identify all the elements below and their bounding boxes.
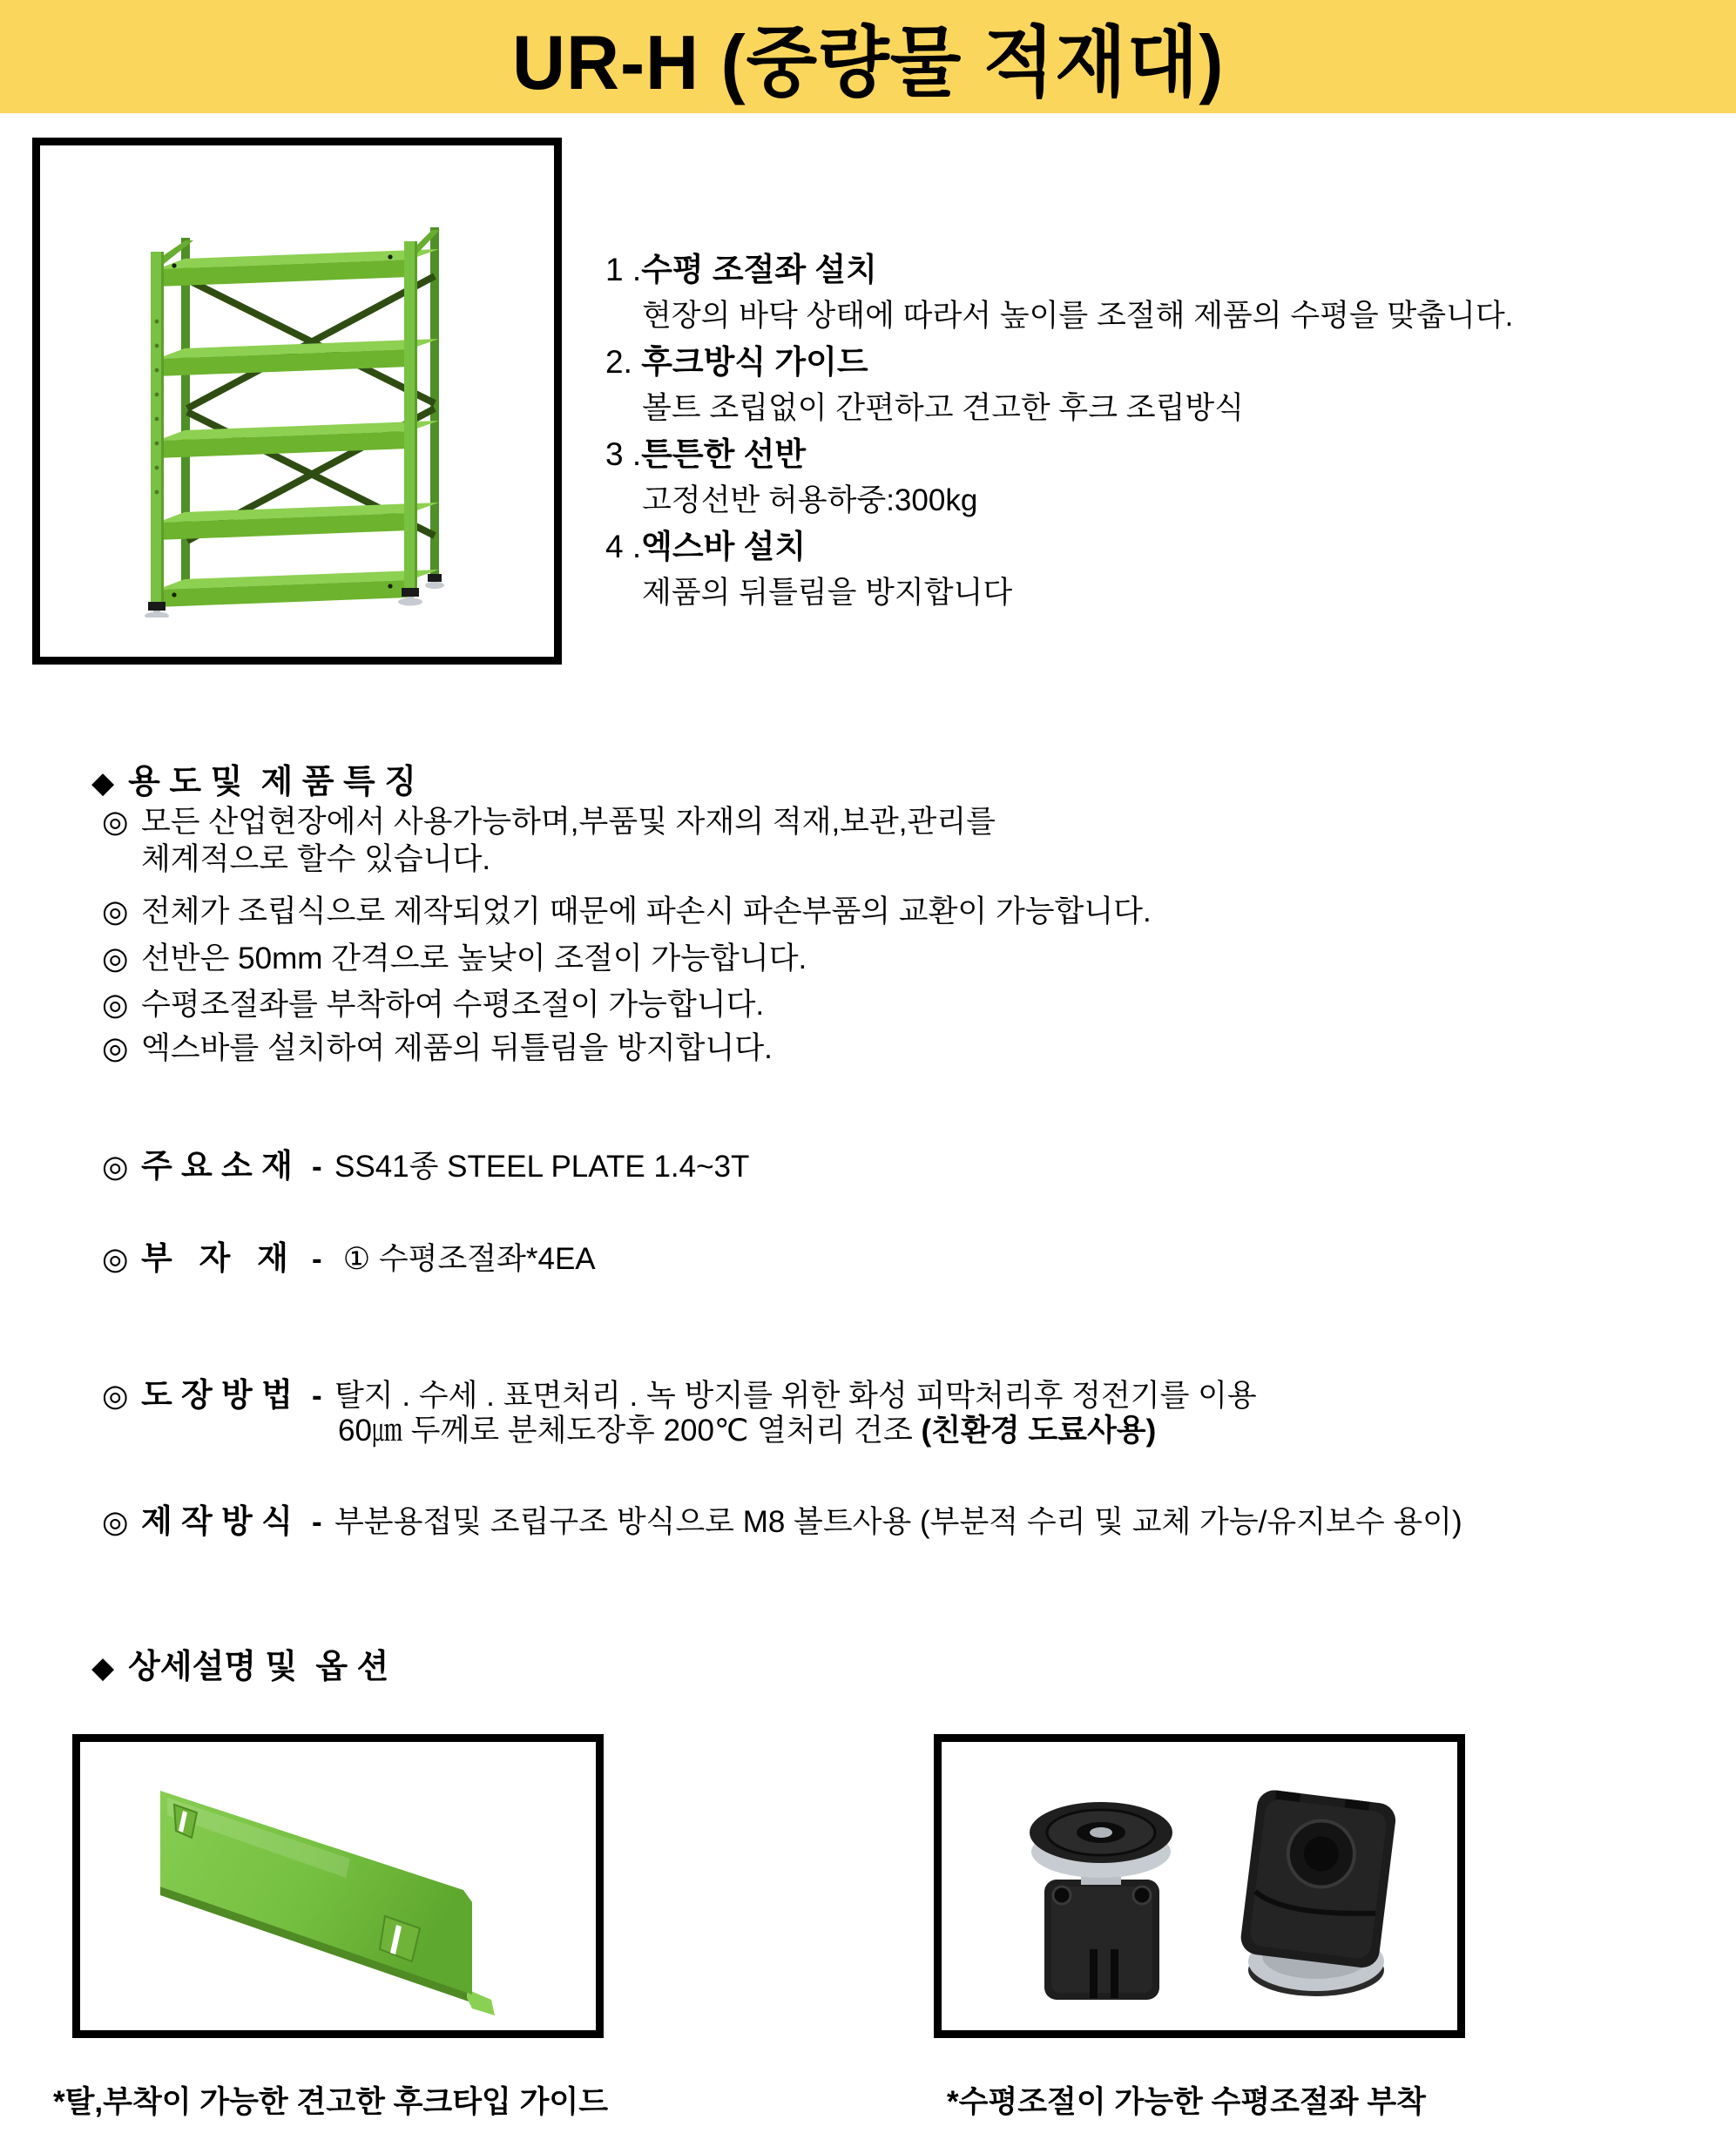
feature-item xyxy=(605,339,1703,431)
spec-dash: - xyxy=(312,1150,322,1184)
spec-label: 주 요 소 재 xyxy=(141,1148,293,1184)
feature-title: 후크방식 가이드 xyxy=(641,344,868,380)
feature-description: 제품의 뒤틀림을 방지합니다 xyxy=(642,576,1013,610)
usage-bullet xyxy=(102,803,996,841)
double-circle-bullet-icon: ◎ xyxy=(102,1242,129,1276)
feature-item xyxy=(605,431,1703,523)
spec-row-fabrication xyxy=(102,1495,1462,1542)
usage-bullet-text: 선반은 50mm 간격으로 높낮이 조절이 가능합니다. xyxy=(141,942,807,975)
feature-title: 튼튼한 선반 xyxy=(641,436,807,472)
spec-value: 부분용접및 조립구조 방식으로 M8 볼트사용 (부분적 수리 및 교체 가능/유지보수 용이) xyxy=(334,1505,1462,1539)
spec-value: SS41종 STEEL PLATE 1.4~3T xyxy=(334,1150,750,1184)
page-title: UR-H (중량물 적재대) xyxy=(511,19,1225,105)
feature-title: 엑스바 설치 xyxy=(641,529,807,564)
details-section-heading xyxy=(91,1639,388,1687)
spec-label: 제 작 방 식 xyxy=(141,1503,293,1539)
shelving-rack-image xyxy=(138,217,469,618)
double-circle-bullet-icon: ◎ xyxy=(102,1379,129,1413)
guide-caption: *탈,부착이 가능한 견고한 후크타입 가이드 xyxy=(53,2085,609,2119)
feature-number: 2. xyxy=(605,344,642,380)
usage-bullet-text: 모든 산업현장에서 사용가능하며,부품및 자재의 적재,보관,관리를 xyxy=(141,805,996,839)
feature-item xyxy=(605,523,1703,616)
spec-value: ① 수평조절좌*4EA xyxy=(334,1242,596,1276)
leveler-caption: *수평조절이 가능한 수평조절좌 부착 xyxy=(947,2085,1426,2119)
spec-dash: - xyxy=(312,1242,322,1276)
spec-painting-line2 xyxy=(338,1412,1156,1450)
spec-value-continuation: 60㎛ 두께로 분체도장후 200℃ 열처리 건조 xyxy=(338,1414,922,1448)
eco-paint-note: (친환경 도료사용) xyxy=(921,1414,1157,1448)
feature-list xyxy=(605,246,1703,616)
spec-value: 탈지 . 수세 . 표면처리 . 녹 방지를 위한 화성 피막처리후 정전기를 이용 xyxy=(334,1379,1257,1413)
usage-bullet-text: 엑스바를 설치하여 제품의 뒤틀림을 방지합니다. xyxy=(141,1031,773,1065)
usage-bullet-continuation xyxy=(141,840,490,879)
double-circle-bullet-icon: ◎ xyxy=(102,1505,129,1539)
title-banner xyxy=(0,0,1736,113)
diamond-bullet-icon: ◆ xyxy=(91,1651,115,1684)
product-image-box xyxy=(32,138,562,665)
leveling-feet-image xyxy=(942,1742,1457,2030)
double-circle-bullet-icon: ◎ xyxy=(102,894,129,928)
spec-label: 부 자 재 xyxy=(141,1240,288,1276)
spec-label: 도 장 방 법 xyxy=(141,1377,293,1413)
feature-number: 3 . xyxy=(605,436,642,472)
double-circle-bullet-icon: ◎ xyxy=(102,805,129,839)
feature-item xyxy=(605,246,1703,339)
option-image-box-guide xyxy=(72,1734,604,2038)
usage-bullet xyxy=(102,940,807,978)
feature-description: 볼트 조립없이 간편하고 견고한 후크 조립방식 xyxy=(642,391,1245,425)
feature-number: 1 . xyxy=(605,252,642,287)
usage-bullet xyxy=(102,986,764,1024)
spec-dash: - xyxy=(312,1379,322,1413)
usage-bullet-text: 전체가 조립식으로 제작되었기 때문에 파손시 파손부품의 교환이 가능합니다. xyxy=(141,894,1152,928)
spec-row-painting xyxy=(102,1368,1257,1415)
feature-description: 고정선반 허용하중:300kg xyxy=(642,483,978,517)
usage-section-heading xyxy=(91,754,416,802)
details-heading-text: 상세설명 및 옵 션 xyxy=(128,1649,389,1685)
usage-bullet xyxy=(102,1029,773,1068)
double-circle-bullet-icon: ◎ xyxy=(102,988,129,1022)
usage-bullet-text: 수평조절좌를 부착하여 수평조절이 가능합니다. xyxy=(141,988,765,1022)
feature-description: 현장의 바닥 상태에 따라서 높이를 조절해 제품의 수평을 맞춥니다. xyxy=(642,299,1514,333)
spec-row-material xyxy=(102,1139,749,1186)
spec-dash: - xyxy=(312,1505,322,1539)
feature-number: 4 . xyxy=(605,529,642,564)
double-circle-bullet-icon: ◎ xyxy=(102,942,129,975)
double-circle-bullet-icon: ◎ xyxy=(102,1150,129,1184)
usage-heading-text: 용 도 및 제 품 특 징 xyxy=(128,764,417,800)
diamond-bullet-icon: ◆ xyxy=(91,766,115,800)
usage-bullet xyxy=(102,893,1152,931)
feature-title: 수평 조절좌 설치 xyxy=(641,252,877,287)
double-circle-bullet-icon: ◎ xyxy=(102,1031,129,1065)
hook-guide-plate-image xyxy=(80,1742,596,2030)
usage-bullet-text: 체계적으로 할수 있습니다. xyxy=(141,842,491,876)
spec-row-accessories xyxy=(102,1232,596,1279)
option-image-box-leveler xyxy=(934,1734,1465,2038)
